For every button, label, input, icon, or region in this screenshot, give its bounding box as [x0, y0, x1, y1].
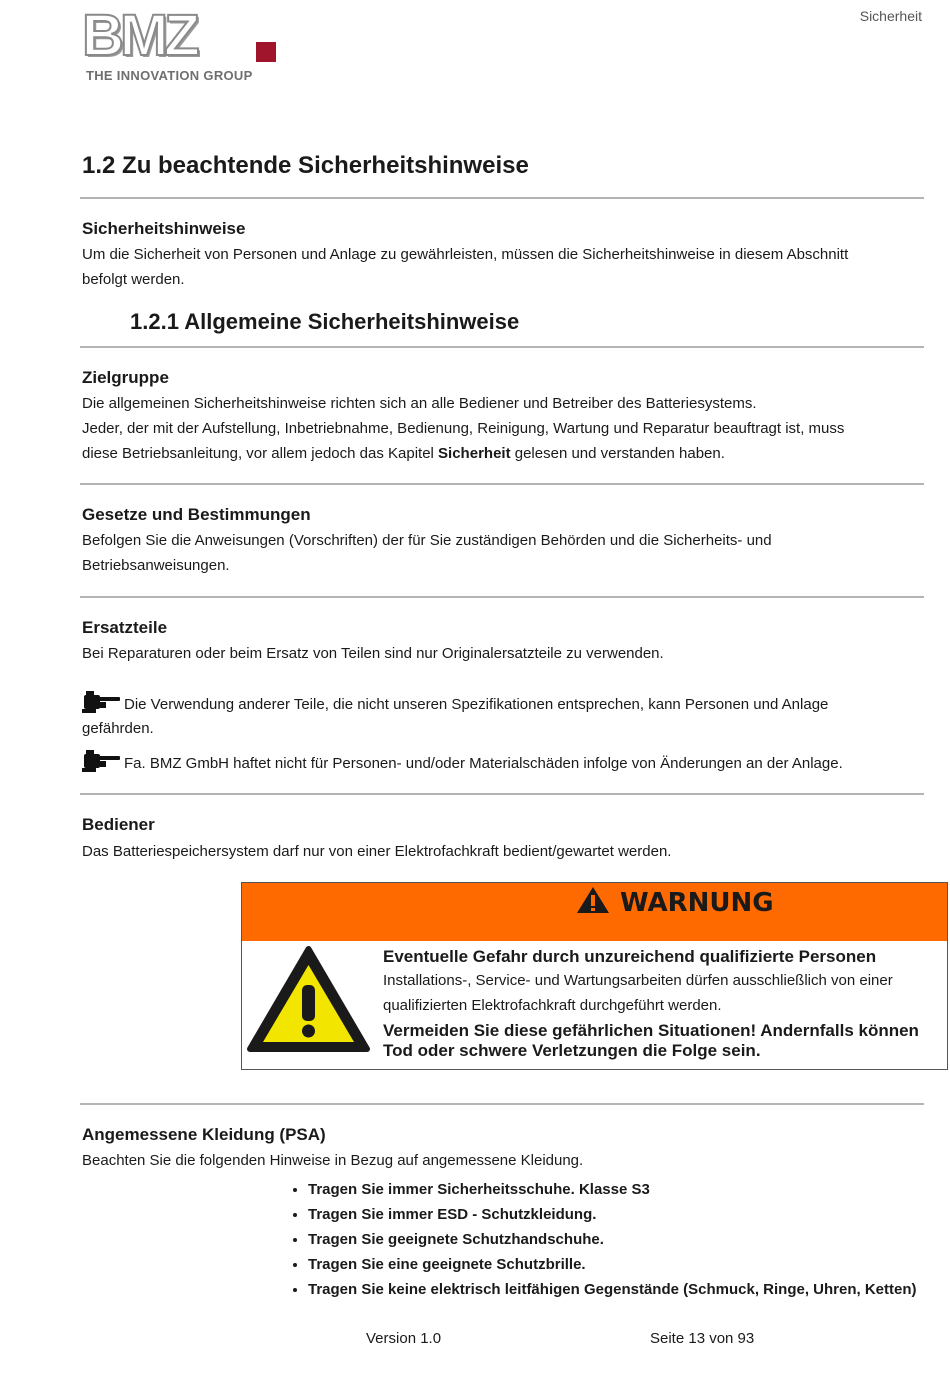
zielgruppe-line: Jeder, der mit der Aufstellung, Inbetriebnahme, Bedienung, Reinigung, Wartung und Reparatur beauftragt ist, muss — [82, 420, 845, 437]
footer-version: Version 1.0 — [366, 1330, 442, 1347]
warning-avoid — [383, 1021, 943, 1061]
logo-square — [256, 42, 276, 62]
bediener-line: Das Batteriespeichersystem darf nur von einer Elektrofachkraft bedient/gewartet werden. — [82, 843, 672, 860]
logo-tagline: THE INNOVATION GROUP — [86, 68, 253, 83]
warning-body-line: Installations-, Service- und Wartungsarbeiten dürfen ausschließlich von einer — [383, 972, 893, 989]
zielgruppe-bold-term: Sicherheit — [438, 445, 511, 462]
zielgruppe-text: diese Betriebsanleitung, vor allem jedoch das Kapitel — [82, 445, 439, 462]
gesetze-line: Befolgen Sie die Anweisungen (Vorschriften) der für Sie zuständigen Behörden und die Sicherheits- und — [82, 532, 772, 549]
intro-line: befolgt werden. — [82, 271, 185, 288]
note-text-continued: gefährden. — [82, 720, 154, 737]
header-section-label: Sicherheit — [859, 8, 922, 24]
warning-body-line: qualifizierten Elektrofachkraft durchgeführt werden. — [383, 997, 722, 1014]
logo-letters: BMZ — [82, 3, 196, 68]
warning-title: Eventuelle Gefahr durch unzureichend qualifizierte Personen — [383, 947, 877, 966]
gesetze-line: Betriebsanweisungen. — [82, 557, 230, 574]
divider — [80, 1103, 924, 1105]
intro-heading: Sicherheitshinweise — [82, 219, 246, 238]
bediener-heading: Bediener — [82, 815, 155, 834]
zielgruppe-heading: Zielgruppe — [82, 368, 169, 387]
ersatzteile-heading: Ersatzteile — [82, 618, 168, 637]
warning-triangle-icon — [576, 886, 610, 914]
note-text: Fa. BMZ GmbH haftet nicht für Personen- und/oder Materialschäden infolge von Änderungen an der Anlage. — [124, 755, 843, 772]
divider — [80, 596, 924, 598]
note-item — [82, 689, 828, 717]
intro-line: Um die Sicherheit von Personen und Anlage zu gewährleisten, müssen die Sicherheitshinweise in diesem Abschnitt — [82, 246, 849, 263]
note-item — [82, 748, 843, 776]
pointing-hand-icon — [82, 689, 122, 713]
pointing-hand-icon — [82, 748, 122, 772]
note-text: Die Verwendung anderer Teile, die nicht unseren Spezifikationen entsprechen, kann Personen und Anlage — [124, 696, 829, 713]
warning-header — [242, 883, 947, 941]
footer-page-number: Seite 13 von 93 — [650, 1330, 755, 1347]
warning-content — [383, 946, 943, 1061]
section-title: 1.2 Zu beachtende Sicherheitshinweise — [82, 152, 529, 179]
kleidung-heading: Angemessene Kleidung (PSA) — [82, 1125, 326, 1144]
list-item: • Tragen Sie eine geeignete Schutzbrille. — [308, 1252, 917, 1277]
hazard-sign-icon — [246, 945, 371, 1055]
ersatzteile-line: Bei Reparaturen oder beim Ersatz von Teilen sind nur Originalersatzteile zu verwenden. — [82, 645, 664, 662]
zielgruppe-line — [82, 441, 725, 466]
list-item: • Tragen Sie geeignete Schutzhandschuhe. — [308, 1227, 917, 1252]
warning-label: WARNUNG — [620, 888, 774, 918]
divider — [80, 197, 924, 199]
kleidung-line: Beachten Sie die folgenden Hinweise in Bezug auf angemessene Kleidung. — [82, 1152, 584, 1169]
divider — [80, 483, 924, 485]
divider — [80, 793, 924, 795]
list-item: • Tragen Sie immer ESD - Schutzkleidung. — [308, 1202, 917, 1227]
warning-avoid-line: Vermeiden Sie diese gefährlichen Situationen! Andernfalls können — [383, 1021, 919, 1040]
company-logo — [80, 3, 280, 86]
list-item: • Tragen Sie immer Sicherheitsschuhe. Klasse S3 — [308, 1177, 917, 1202]
warning-body — [383, 968, 943, 1018]
divider — [80, 346, 924, 348]
zielgruppe-text: gelesen und verstanden haben. — [510, 445, 725, 462]
warning-box — [241, 882, 948, 1070]
list-item: • Tragen Sie keine elektrisch leitfähigen Gegenstände (Schmuck, Ringe, Uhren, Ketten) — [308, 1277, 917, 1302]
gesetze-heading: Gesetze und Bestimmungen — [82, 505, 311, 524]
ppe-list — [260, 1177, 917, 1302]
zielgruppe-line: Die allgemeinen Sicherheitshinweise richten sich an alle Bediener und Betreiber des Batteriesystems. — [82, 395, 757, 412]
warning-avoid-line: Tod oder schwere Verletzungen die Folge sein. — [383, 1041, 761, 1060]
subsection-title: 1.2.1 Allgemeine Sicherheitshinweise — [130, 309, 520, 334]
